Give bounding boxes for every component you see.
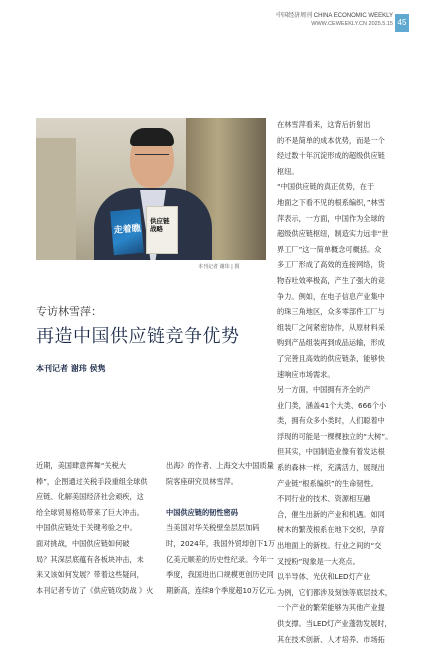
body-line: 的珠三角地区，众多零部件工厂与 — [277, 307, 385, 317]
body-line: 业门类，涵盖41个大类、666个小 — [277, 400, 387, 410]
body-line: 萍表示，一方面，中国作为全球的 — [277, 213, 385, 223]
body-line: 亿美元顺差的历史性纪录。今年一 — [166, 554, 274, 564]
body-line: 为例，它们都涉及刻蚀等底层技术， — [277, 587, 393, 597]
body-line: 中国供应链处于关键考验之中。 — [36, 523, 137, 533]
photo-person-hair — [130, 128, 174, 146]
article-byline: 本刊记者 谢玮 侯隽 — [36, 364, 106, 373]
body-line: 物吞吐效率极高，产生了强大的竞 — [277, 275, 385, 285]
body-line: 经过数十年沉淀形成的超级供应链 — [277, 151, 385, 161]
body-line: 的不是简单的成本优势，而是一个 — [277, 135, 385, 145]
body-line: 购到产品组装再到成品运输，形成 — [277, 338, 385, 348]
body-line: 浮现的可能是一棵棵独立的“大树”。 — [277, 431, 393, 441]
body-line: 争力。例如，在电子信息产业集中 — [277, 291, 385, 301]
body-line: 速响应市场需求。 — [277, 369, 335, 379]
photo-credit: 本刊记者 谢玮 | 摄 — [198, 264, 240, 270]
article-subtitle: 专访林雪萍： — [36, 305, 102, 318]
body-line: 但其实，中国制造业像有着发达根 — [277, 447, 385, 457]
body-line: 棒”，企图通过关税手段重组全球供 — [36, 476, 148, 486]
body-line: 给全球贸易格局带来了巨大冲击。 — [36, 507, 144, 517]
body-line: 一个产业的繁荣能够为其他产业提 — [277, 603, 385, 613]
body-line: 枢纽。 — [277, 166, 299, 176]
body-line: 类，拥有众多小类时，人们聪着中 — [277, 416, 385, 426]
book-right-title: 供应链战略 — [150, 217, 170, 233]
body-line: 出海》的作者、上海交大中国质量 — [166, 461, 274, 470]
masthead-title: 中国经济周刊 CHINA ECONOMIC WEEKLY — [276, 13, 393, 19]
body-line: 产业链“根系编织”的生命韧性。 — [277, 478, 378, 488]
body-line: 时，2024年，我国外贸却创下1万 — [166, 538, 276, 548]
body-line: 不同行业的技术、资源相互融 — [277, 494, 371, 504]
body-column-right — [277, 117, 394, 647]
body-line: 树木的繁茂根系在地下交织，孕育 — [277, 525, 385, 535]
interview-photo — [36, 118, 266, 260]
photo-book-right — [146, 206, 178, 254]
body-line: 叉授粉”现象是一大亮点。 — [277, 556, 360, 566]
article-title: 再造中国供应链竞争优势 — [36, 326, 240, 347]
body-line: 近期，美国肆意挥舞“关税大 — [36, 461, 126, 470]
section-heading: 中国供应链的韧性密码 — [166, 507, 238, 517]
book-left-title: 走着瞧 — [113, 223, 142, 237]
body-line: 界工厂”这一简单概念可概括。众 — [277, 244, 382, 254]
body-line: 以半导体、光伏和LED灯产业 — [277, 572, 371, 582]
body-line: 院客座研究员林雪萍。 — [166, 476, 238, 486]
body-line: 在林雪萍看来，这背后折射出 — [277, 120, 371, 129]
body-line: 组装厂之间紧密协作，从原材料采 — [277, 322, 385, 332]
masthead-url-date: WWW.CEWEEKLY.CN 2025.5.15 — [311, 21, 393, 27]
photo-background-shelf — [36, 138, 76, 260]
body-line: 应链、化解美国经济社会顽疾，这 — [36, 492, 144, 502]
body-line: 期新高，连续8个季度超10万亿元。 — [166, 585, 281, 595]
body-line: 另一方面，中国拥有齐全的产 — [277, 385, 371, 395]
body-line: 了完善且高效的供应链条，能够快 — [277, 353, 385, 363]
body-column-left — [36, 458, 153, 598]
body-line: 供支撑。当LED灯产业蓬勃发展时， — [277, 619, 392, 628]
body-line: 合，催生出新的产业和机遇。如同 — [277, 509, 385, 519]
body-line: 当美国对华关税壁垒层层加码 — [166, 523, 260, 533]
body-line: 本刊记者专访了《供应链攻防战 》火 — [36, 585, 154, 595]
body-line: 季度，我国进出口规模更创历史同 — [166, 570, 274, 580]
body-line: 其在技术创新、人才培养、市场拓 — [277, 634, 385, 644]
page-header — [0, 0, 427, 36]
body-line: 系的森林一样，充满活力，展现出 — [277, 463, 385, 473]
body-line: 面对挑战，中国供应链如何破 — [36, 538, 130, 548]
masthead — [276, 12, 393, 28]
body-line: 多工厂形成了高效的连接网络，货 — [277, 260, 385, 270]
photo-book-left — [110, 209, 144, 255]
body-line: 来又该如何发展？带着这些疑问， — [36, 570, 144, 580]
body-line: “中国供应链的真正优势，在于 — [277, 182, 375, 192]
page-number-badge: 45 — [395, 14, 409, 32]
body-line-spacer — [166, 489, 283, 505]
body-line: 超级供应链枢纽，制造实力远非“世 — [277, 229, 389, 239]
body-line: 出地面上的新枝。行业之间的“交 — [277, 541, 382, 551]
body-line: 地面之下看不见的根系编织，”林雪 — [277, 197, 385, 207]
body-line: 局？其深层底蕴有各板块冲击，未 — [36, 554, 144, 564]
photo-person-glasses — [135, 154, 169, 162]
body-column-middle — [166, 458, 283, 598]
